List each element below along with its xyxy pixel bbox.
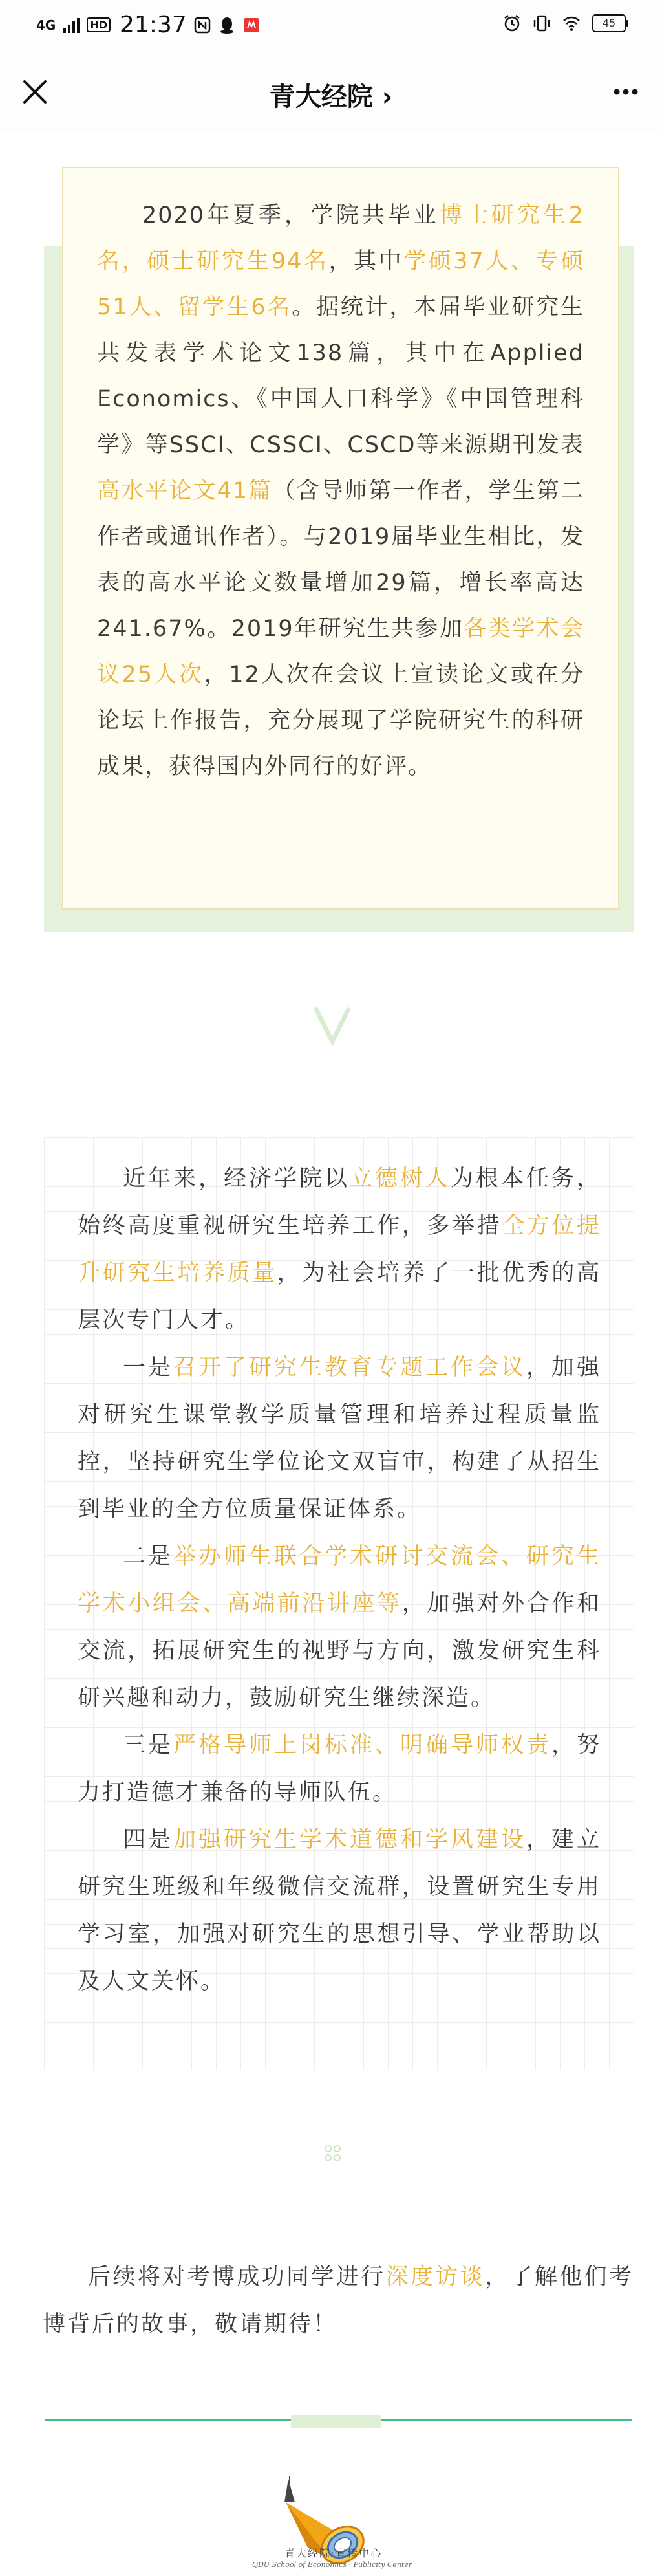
highlight-text: 博士研究生2名，硕士研究生94名 [97,202,584,274]
dot [325,2145,332,2152]
summary-card [62,167,619,910]
chevron-right-icon[interactable]: › [381,82,393,112]
measures-card [44,1137,634,2070]
status-right [503,14,626,32]
text-run: ，了解他们考博背后的故事，敬请期待！ [43,2264,634,2337]
text-run: ，努力打造德才兼备的导师队伍。 [78,1732,601,1806]
vibrate-icon [533,14,551,32]
text-run: ，加强对研究生课堂教学质量管理和培养过程质量监控，坚持研究生学位论文双盲审，构建了从招生到毕业的全方位质量保证体系。 [78,1355,601,1522]
signal-icon [62,16,80,34]
dot [334,2145,341,2152]
dot [334,2154,341,2161]
summary-paragraph [97,193,584,790]
highlight-text: 全方位提升研究生培养质量 [78,1213,601,1286]
logo-name: 青大经院·宣传中心 [284,2547,383,2559]
text-run: 。据统计，本届毕业研究生共发表学术论文138篇，其中在Applied Economics、《中国人口科学》《中国管理科学》等SSCI、CSSCI、CSCD等来源期刊发表 [97,294,584,458]
nav-bar [0,54,662,131]
text-run: 2020年夏季，学院共毕业 [142,202,440,228]
more-icon[interactable] [605,71,646,113]
wifi-icon [562,14,581,32]
highlight-text: 举办师生联合学术研讨交流会、研究生学术小组会、高端前沿讲座等 [78,1544,601,1617]
text-run: ，12人次在会议上宣读论文或在分论坛上作报告，充分展现了学院研究生的科研成果，获得国内外同行的好评。 [97,662,584,780]
dots-divider [323,2145,343,2165]
text-run: ，其中 [328,248,404,274]
text-run: 为根本任务，始终高度重视研究生培养工作，多举措 [78,1166,601,1239]
text-run: 四是 [123,1827,173,1853]
account-name[interactable]: 青大经院 [269,82,373,112]
text-run: （含导师第一作者，学生第二作者或通讯作者）。与2019届毕业生相比，发表的高水平论文数量增加29篇，增长率高达241.67%。2019年研究生共参加 [97,478,584,642]
dot [325,2154,332,2161]
measure-paragraph-1 [78,1344,601,1533]
logo-english: QDU School of Economics · Publicity Center [252,2560,412,2569]
status-time: 21:37 [120,12,187,38]
highlight-text: 高水平论文41篇 [97,478,273,504]
highlight-text: 学硕37人、专硕51人、留学生6名 [97,248,584,320]
hd-icon: HD [87,17,111,32]
text-run: ，加强对外合作和交流，拓展研究生的视野与方向，激发研究生科研兴趣和动力，鼓励研究生继续深造。 [78,1591,601,1711]
text-run: 后续将对考博成功同学进行 [88,2264,386,2290]
nfc-icon [193,16,211,34]
status-left [36,12,261,38]
text-run: 二是 [123,1544,173,1569]
battery-icon: 45 [592,14,626,32]
measure-paragraph-2 [78,1533,601,1722]
text-run: 一是 [123,1355,173,1381]
text-run: ，建立研究生班级和年级微信交流群，设置研究生专用学习室，加强对研究生的思想引导、学业帮助以及人文关怀。 [78,1827,601,1994]
chevron-down-icon [312,1003,353,1048]
highlight-text: 立德树人 [349,1166,451,1192]
measure-paragraph-3 [78,1722,601,1817]
text-run: ，为社会培养了一批优秀的高层次专门人才。 [78,1260,601,1333]
highlight-text: 严格导师上岗标准、明确导师权责 [173,1732,551,1758]
nav-title[interactable] [0,76,662,113]
highlight-text: 各类学术会议25人次 [97,616,584,688]
status-bar [0,0,662,54]
alarm-icon [503,14,521,32]
intro-paragraph [78,1155,601,1344]
qq-icon [218,16,236,34]
highlight-text: 加强研究生学术道德和学风建设 [173,1827,526,1853]
text-run: 三是 [123,1732,173,1758]
divider-accent [291,2415,381,2428]
highlight-text: 深度访谈 [385,2264,486,2290]
measure-paragraph-4 [78,1817,601,2005]
text-run: 近年来，经济学院以 [123,1166,350,1192]
app-notification-icon [242,16,261,34]
closing-paragraph [43,2254,634,2348]
network-label: 4G [36,17,56,33]
highlight-text: 召开了研究生教育专题工作会议 [173,1355,526,1381]
